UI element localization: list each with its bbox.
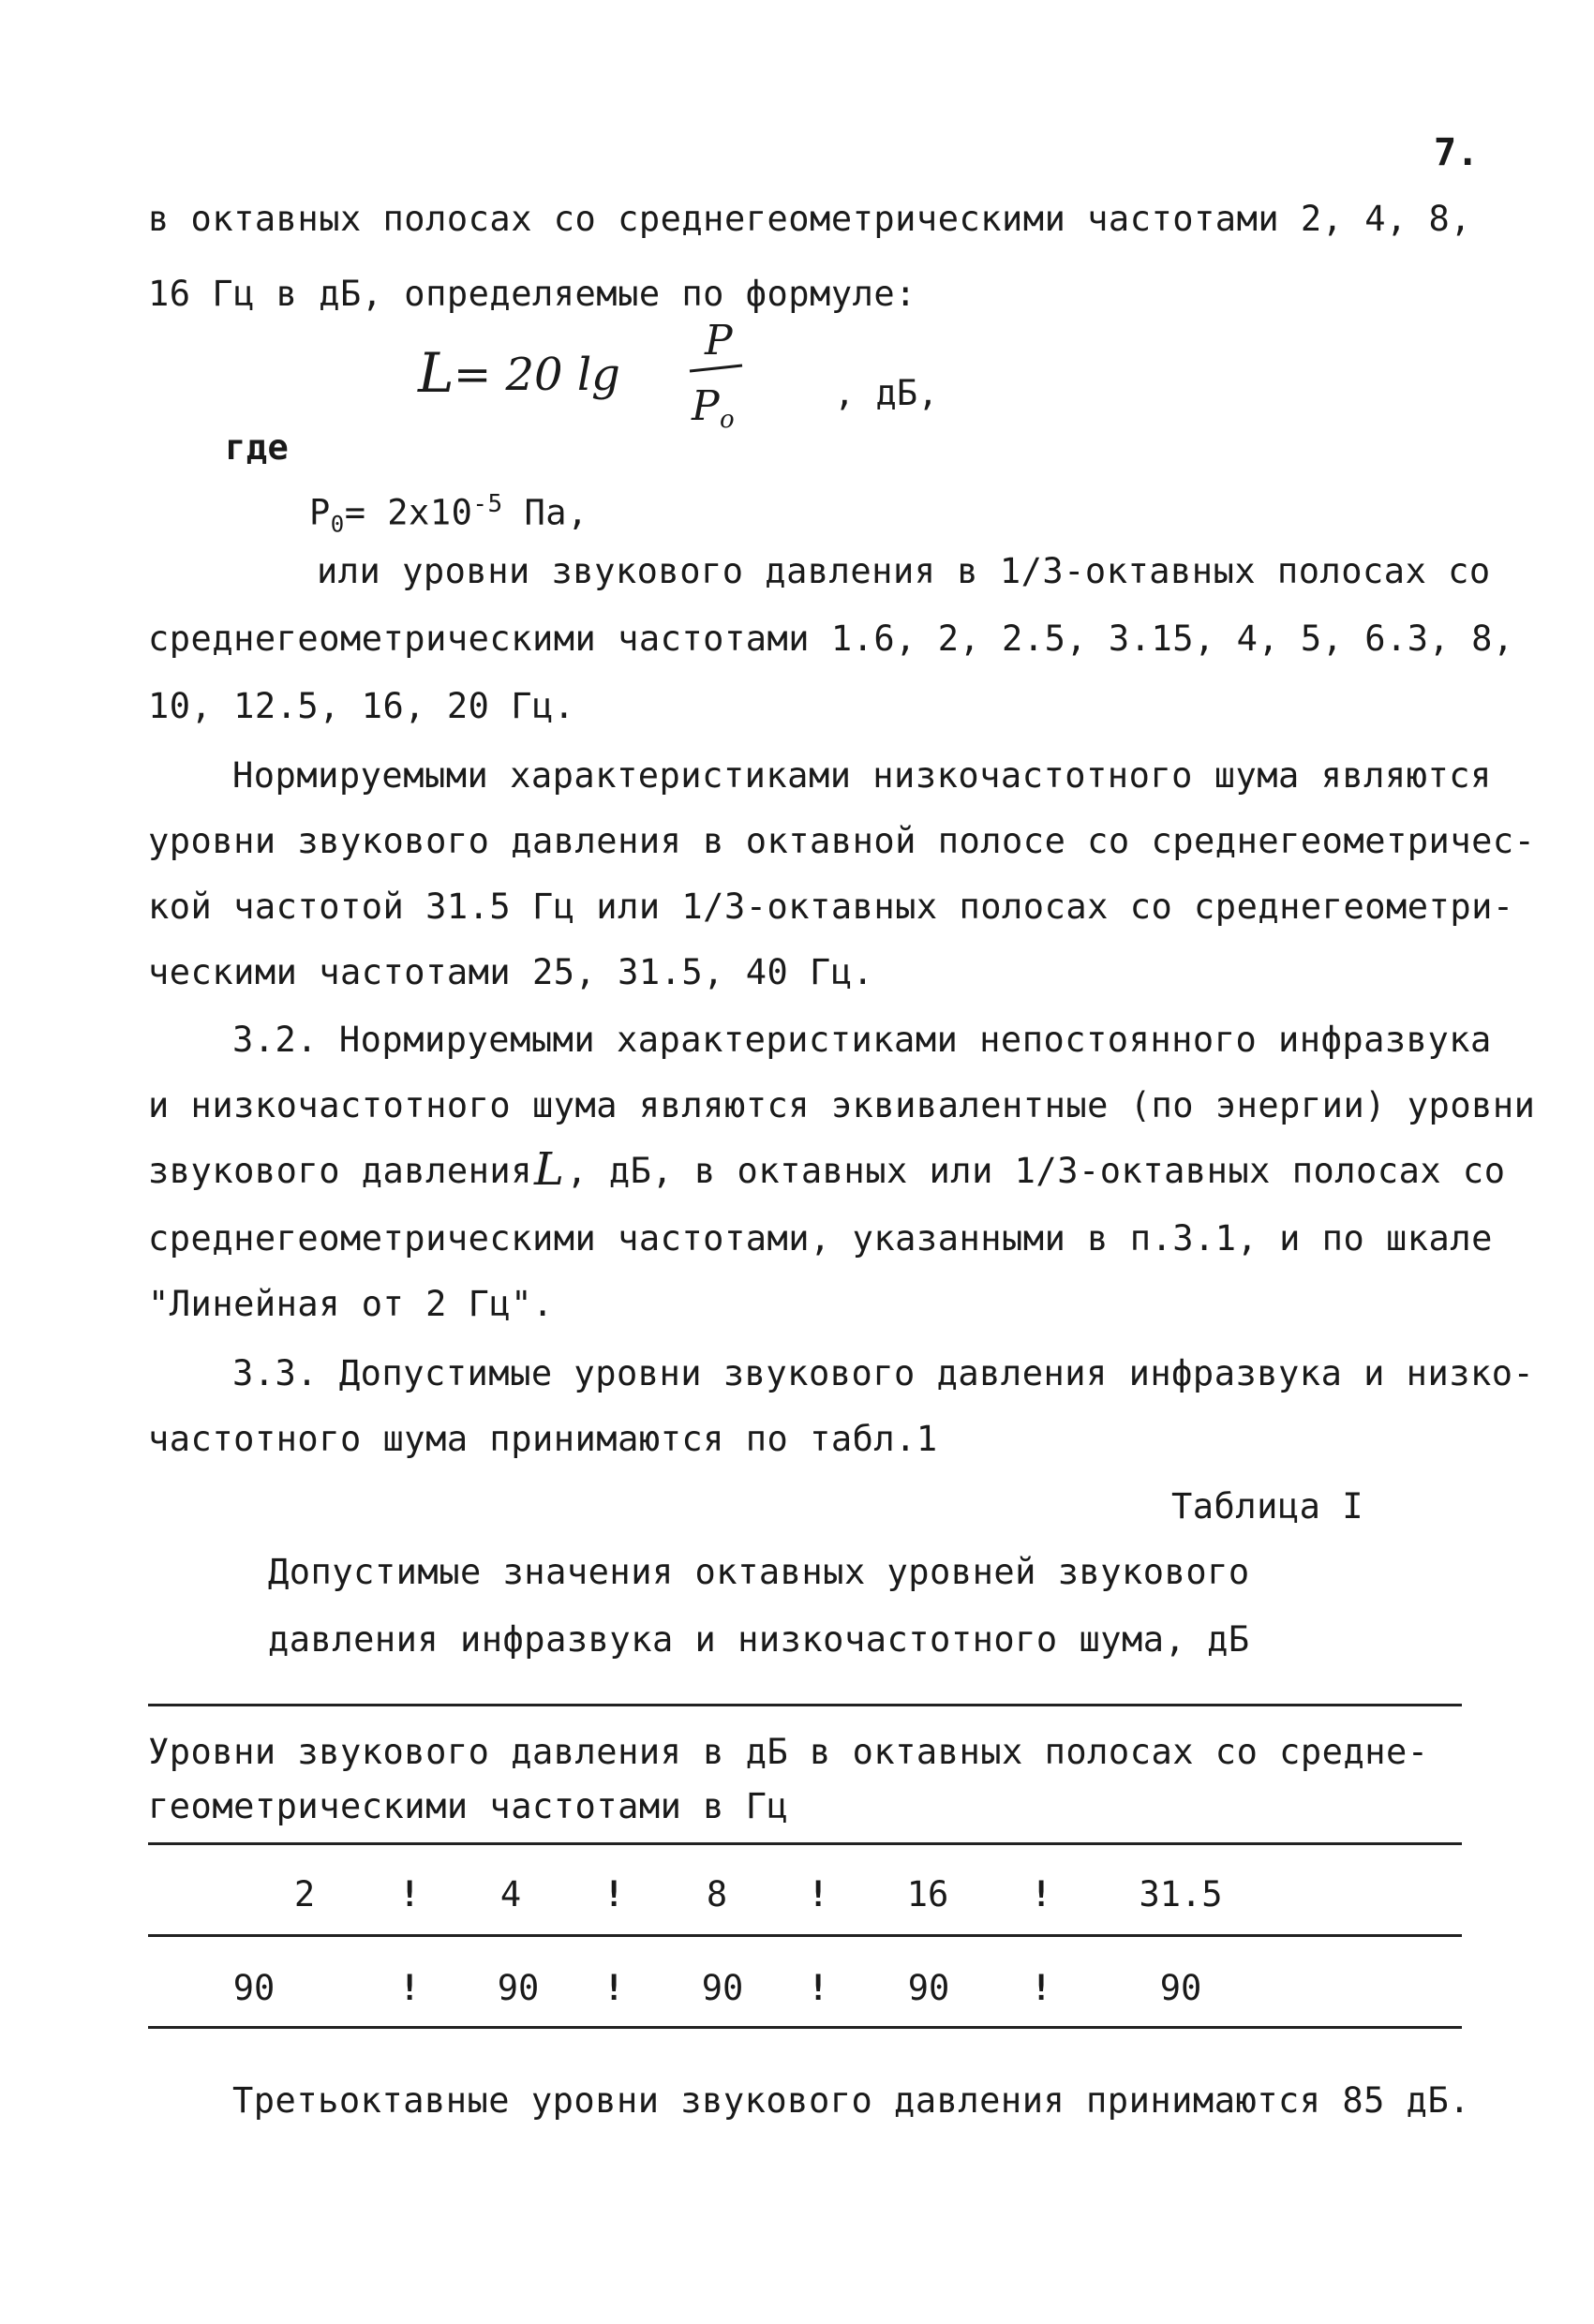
formula-equals-20lg: = 20 lg [454, 349, 620, 401]
freq-cell-2: 2 [293, 1874, 316, 1914]
value-cell-31-5: 90 [1159, 1968, 1202, 2008]
third-octave-line-1: или уровни звукового давления в 1/3-октавных полосах со [317, 551, 1491, 591]
p0-exp: -5 [472, 490, 503, 518]
column-separator: ! [603, 1874, 625, 1914]
table-rule-header [148, 1842, 1462, 1845]
formula-numerator: P [705, 317, 733, 365]
intro-line-1: в октавных полосах со среднегеометрическими частотами 2, 4, 8, [148, 199, 1472, 239]
p0-definition [309, 484, 588, 545]
formula-sound-level [412, 309, 768, 440]
low-freq-line-4: ческими частотами 25, 31.5, 40 Гц. [148, 952, 874, 992]
value-cell-16: 90 [907, 1968, 950, 2008]
section-3-2-line-4: среднегеометрическими частотами, указанными в п.3.1, и по шкале [148, 1218, 1493, 1259]
table-rule-bottom [148, 2026, 1462, 2029]
third-octave-line-2: среднегеометрическими частотами 1.6, 2, 2.5, 3.15, 4, 5, 6.3, 8, [148, 618, 1514, 659]
freq-cell-16: 16 [906, 1874, 949, 1914]
column-separator: ! [399, 1968, 421, 2008]
section-3-2-line-1: 3.2. Нормируемыми характеристиками непостоянного инфразвука [232, 1020, 1492, 1060]
formula-unit: , дБ, [834, 373, 939, 413]
table-title-line-2: давления инфразвука и низкочастотного шума, дБ [268, 1619, 1250, 1660]
table-label: Таблица I [1171, 1486, 1363, 1527]
p0-sub: 0 [330, 511, 345, 538]
value-cell-2: 90 [232, 1968, 276, 2008]
low-freq-line-2: уровни звукового давления в октавной полосе со среднегеометричес- [148, 821, 1536, 861]
section-3-2-line-5: "Линейная от 2 Гц". [148, 1284, 554, 1324]
column-separator: ! [1031, 1874, 1052, 1914]
freq-cell-8: 8 [706, 1874, 728, 1914]
sound-level-symbol: L [533, 1143, 565, 1196]
low-freq-line-1: Нормируемыми характеристиками низкочастотного шума являются [232, 755, 1492, 796]
p0-rest: = 2x10 [344, 492, 473, 533]
freq-cell-4: 4 [499, 1874, 522, 1914]
value-cell-8: 90 [701, 1968, 744, 2008]
table-header-line-1: Уровни звукового давления в дБ в октавных полосах со средне- [148, 1732, 1429, 1772]
section-3-3-line-2: частотного шума принимаются по табл.1 [148, 1419, 938, 1459]
page-number: 7. [1434, 131, 1480, 174]
column-separator: ! [603, 1968, 625, 2008]
table-rule-top [148, 1704, 1462, 1706]
column-separator: ! [1031, 1968, 1052, 2008]
p0-unit: Па, [502, 492, 588, 533]
section-3-2-line-3-a: звукового давления [148, 1151, 532, 1191]
section-3-3-line-1: 3.3. Допустимые уровни звукового давления инфразвука и низко- [232, 1353, 1535, 1393]
formula-denominator-sub: o [720, 406, 735, 434]
third-octave-line-3: 10, 12.5, 16, 20 Гц. [148, 686, 575, 726]
p0-base: P [309, 492, 331, 533]
section-3-2-line-3-b: , дБ, в октавных или 1/3-октавных полосах со [566, 1151, 1506, 1191]
column-separator: ! [808, 1968, 829, 2008]
formula-fraction-bar [690, 365, 742, 371]
value-cell-4: 90 [497, 1968, 540, 2008]
freq-cell-31-5: 31.5 [1139, 1874, 1223, 1914]
where-label: где [225, 427, 290, 468]
low-freq-line-3: кой частотой 31.5 Гц или 1/3-октавных полосах со среднегеометри- [148, 886, 1514, 927]
column-separator: ! [399, 1874, 421, 1914]
table-rule-mid [148, 1934, 1462, 1937]
footer-note: Третьоктавные уровни звукового давления принимаются 85 дБ. [232, 2080, 1471, 2121]
table-title-line-1: Допустимые значения октавных уровней звукового [268, 1552, 1250, 1592]
section-3-2-line-2: и низкочастотного шума являются эквивалентные (по энергии) уровни [148, 1085, 1536, 1125]
intro-line-2: 16 Гц в дБ, определяемые по формуле: [148, 274, 916, 314]
section-3-2-line-3 [148, 1143, 1506, 1196]
table-header-line-2: геометрическими частотами в Гц [148, 1786, 789, 1826]
column-separator: ! [808, 1874, 829, 1914]
formula-denominator: P [692, 382, 720, 430]
formula-lhs: L [418, 341, 454, 405]
